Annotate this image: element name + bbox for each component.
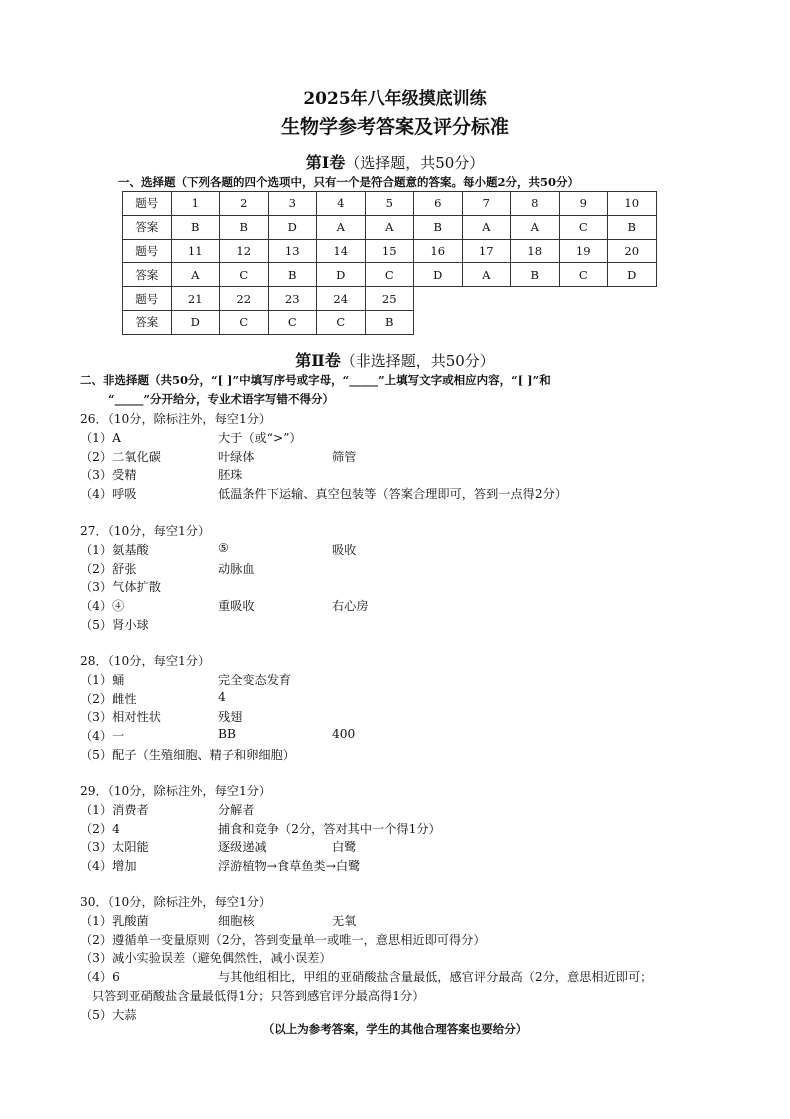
answer-table-cell: C (268, 310, 317, 334)
answer-table-cell: 11 (171, 239, 220, 263)
answer-table-cell: B (414, 215, 463, 239)
answer-part-b: 残翅 (218, 710, 243, 725)
answer-table-cell: 23 (268, 287, 317, 311)
answer-part-a: （5）配子（生殖细胞、精子和卵细胞） (80, 748, 295, 762)
answer-table-row (123, 263, 657, 287)
q27-answer-line (80, 578, 720, 595)
answer-part-a: （2）舒张 (80, 561, 137, 576)
answer-table (122, 191, 657, 335)
answer-table-cell: C (365, 263, 414, 287)
answer-table-cell: B (220, 215, 269, 239)
answer-table-cell: D (317, 263, 366, 287)
answer-part-c: 右心房 (332, 599, 369, 614)
answer-table-cell: 15 (365, 239, 414, 263)
answer-part-b: 浮游植物→食草鱼类→白鹭 (218, 859, 361, 874)
part2-heading-note: （非选择题，共50分） (340, 352, 495, 370)
q30-answer-line (92, 987, 732, 1004)
footer-note: （以上为参考答案，学生的其他合理答案也要给分） (262, 1022, 528, 1036)
answer-part-a: （3）相对性状 (80, 710, 161, 725)
part2-instruction-line1: 二、非选择题（共50分，“[ ]”中填写序号或字母，“_____”上填写文字或相应内容，“[ ]”和 (80, 373, 551, 387)
answer-part-b: 分解者 (218, 802, 255, 817)
q27-answer-line (80, 597, 720, 614)
answer-table-cell: 13 (268, 239, 317, 263)
q28-answer-line (80, 727, 720, 744)
q26-header: 26．（10分，除标注外，每空1分） (80, 412, 272, 426)
answer-part-b: 4 (218, 689, 226, 704)
answer-part-b: 逐级递减 (218, 840, 267, 855)
answer-table-cell: 18 (511, 239, 560, 263)
part2-heading (0, 348, 790, 371)
answer-table-row (123, 215, 657, 239)
answer-part-b: 大于（或“>”） (218, 430, 302, 445)
answer-table-empty-cell (511, 310, 560, 334)
answer-table-cell: 1 (171, 192, 220, 216)
answer-table-cell: A (462, 215, 511, 239)
answer-table-cell: 16 (414, 239, 463, 263)
q27-header: 27．（10分，每空1分） (80, 524, 211, 538)
q28-header: 28．（10分，每空1分） (80, 654, 211, 668)
answer-table-cell: 19 (559, 239, 608, 263)
answer-table-empty-cell (608, 287, 657, 311)
answer-table-cell: B (365, 310, 414, 334)
answer-table-row-label: 题号 (123, 287, 172, 311)
q26-answer-line (80, 485, 720, 502)
answer-part-a: （4）呼吸 (80, 487, 137, 502)
answer-part-a: （2）二氧化碳 (80, 449, 161, 464)
part1-instruction: 一、选择题（下列各题的四个选项中，只有一个是符合题意的答案。每小题2分，共50分） (118, 175, 580, 189)
answer-table-row-label: 答案 (123, 215, 172, 239)
answer-table-cell: A (365, 215, 414, 239)
answer-part-b: 叶绿体 (218, 449, 255, 464)
answer-table-cell: C (559, 263, 608, 287)
part1-heading-note: （选择题，共50分） (345, 154, 485, 172)
answer-part-a: （1）蛹 (80, 672, 125, 687)
answer-table-row-label: 答案 (123, 310, 172, 334)
answer-table-cell: B (608, 215, 657, 239)
answer-table-cell: A (317, 215, 366, 239)
answer-table-empty-cell (462, 287, 511, 311)
part2-heading-main: 第Ⅱ卷 (295, 351, 341, 370)
q29-header: 29．（10分，除标注外，每空1分） (80, 784, 272, 798)
answer-table-cell: C (220, 310, 269, 334)
q27-answer-line (80, 616, 720, 633)
answer-part-c: 筛管 (332, 449, 357, 464)
q30-answer-line (80, 968, 720, 985)
answer-part-b: 细胞核 (218, 913, 255, 928)
answer-table-empty-cell (414, 287, 463, 311)
part1-heading (0, 150, 790, 173)
answer-table-cell: C (220, 263, 269, 287)
answer-part-c: 白鹭 (332, 840, 357, 855)
answer-table-cell: 24 (317, 287, 366, 311)
answer-table-row (123, 310, 657, 334)
answer-part-a: （5）大蒜 (80, 1007, 137, 1022)
answer-part-a: （2）4 (80, 821, 120, 836)
answer-part-a: （1）A (80, 430, 121, 445)
answer-part-a: （4）6 (80, 970, 120, 985)
answer-table-cell: C (317, 310, 366, 334)
q29-answer-line (80, 857, 720, 874)
answer-table-cell: B (268, 263, 317, 287)
answer-table-row-label: 答案 (123, 263, 172, 287)
q26-answer-line (80, 448, 720, 465)
answer-part-a: （4）一 (80, 729, 125, 744)
answer-part-b: ⑤ (218, 540, 229, 555)
answer-table-empty-cell (462, 310, 511, 334)
answer-table-cell: D (414, 263, 463, 287)
answer-part-c: 400 (332, 727, 356, 742)
q28-answer-line (80, 690, 720, 707)
answer-table-cell: 17 (462, 239, 511, 263)
document-subtitle: 生物学参考答案及评分标准 (280, 116, 509, 138)
answer-table-cell: 8 (511, 192, 560, 216)
answer-table-cell: 12 (220, 239, 269, 263)
answer-part-b: 与其他组相比，甲组的亚硝酸盐含量最低，感官评分最高（2分，意思相近即可； (218, 970, 653, 985)
answer-table-cell: 25 (365, 287, 414, 311)
answer-table-cell: 22 (220, 287, 269, 311)
answer-part-a: （4）④ (80, 599, 125, 614)
q29-answer-line (80, 820, 720, 837)
answer-table-cell: D (171, 310, 220, 334)
answer-table-cell: 9 (559, 192, 608, 216)
answer-table-cell: 6 (414, 192, 463, 216)
answer-part-a: （3）减小实验误差（避免偶然性，减小误差） (80, 951, 332, 966)
answer-part-a: （5）肾小球 (80, 618, 149, 632)
answer-table-cell: D (268, 215, 317, 239)
q30-answer-line (80, 931, 720, 948)
answer-table-empty-cell (559, 287, 608, 311)
q28-answer-line (80, 671, 720, 688)
part2-instruction-line2: “_____”分开给分，专业术语字写错不得分） (108, 392, 334, 406)
answer-table-cell: 4 (317, 192, 366, 216)
answer-table-empty-cell (559, 310, 608, 334)
answer-table-cell: 5 (365, 192, 414, 216)
answer-table-cell: A (462, 263, 511, 287)
answer-table-cell: 10 (608, 192, 657, 216)
answer-part-a: （3）受精 (80, 468, 137, 483)
answer-table-empty-cell (414, 310, 463, 334)
answer-table-empty-cell (511, 287, 560, 311)
answer-part-a: （3）气体扩散 (80, 580, 161, 595)
q30-answer-line (80, 949, 720, 966)
answer-part-a: （2）遵循单一变量原则（2分，答到变量单一或唯一，意思相近即可得分） (80, 932, 486, 947)
answer-part-c: 吸收 (332, 542, 357, 557)
answer-table-cell: 20 (608, 239, 657, 263)
answer-part-a: （4）增加 (80, 859, 137, 874)
q28-answer-line (80, 708, 720, 725)
answer-table-cell: B (171, 215, 220, 239)
answer-table-row (123, 239, 657, 263)
q29-answer-line (80, 838, 720, 855)
answer-part-b: 重吸收 (218, 599, 255, 614)
answer-table-cell: B (511, 263, 560, 287)
answer-part-b: 低温条件下运输、真空包装等（答案合理即可，答到一点得2分） (218, 487, 568, 502)
q27-answer-line (80, 541, 720, 558)
answer-table-cell: C (559, 215, 608, 239)
answer-table-cell: A (511, 215, 560, 239)
answer-table-row (123, 287, 657, 311)
answer-part-b: 完全变态发育 (218, 672, 292, 687)
answer-table-cell: A (171, 263, 220, 287)
part1-heading-main: 第Ⅰ卷 (305, 153, 346, 172)
answer-part-a: （1）氨基酸 (80, 542, 149, 557)
answer-table-row-label: 题号 (123, 239, 172, 263)
answer-part-b: 胚珠 (218, 468, 243, 483)
answer-table-cell: 3 (268, 192, 317, 216)
answer-part-b: 动脉血 (218, 561, 255, 576)
q28-answer-line (80, 746, 720, 763)
answer-part-a: （3）太阳能 (80, 840, 149, 855)
q29-answer-line (80, 801, 720, 818)
answer-part-b: 捕食和竞争（2分，答对其中一个得1分） (218, 821, 441, 836)
q30-answer-line (80, 912, 720, 929)
answer-table-cell: 21 (171, 287, 220, 311)
answer-part-c: 无氧 (332, 913, 357, 928)
answer-table-cell: 2 (220, 192, 269, 216)
answer-part-a: 只答到亚硝酸盐含量最低得1分；只答到感官评分最高得1分） (92, 989, 425, 1003)
q26-answer-line (80, 429, 720, 446)
answer-part-a: （1）乳酸菌 (80, 913, 149, 928)
q27-answer-line (80, 560, 720, 577)
q30-header: 30．（10分，除标注外，每空1分） (80, 895, 272, 909)
answer-part-a: （2）雌性 (80, 691, 137, 706)
answer-table-cell: 7 (462, 192, 511, 216)
answer-table-row (123, 192, 657, 216)
answer-table-empty-cell (608, 310, 657, 334)
answer-table-cell: D (608, 263, 657, 287)
answer-table-cell: 14 (317, 239, 366, 263)
answer-part-b: BB (218, 727, 236, 742)
answer-part-a: （1）消费者 (80, 802, 149, 817)
q26-answer-line (80, 466, 720, 483)
answer-table-row-label: 题号 (123, 192, 172, 216)
document-title: 2025年八年级摸底训练 (303, 89, 487, 109)
